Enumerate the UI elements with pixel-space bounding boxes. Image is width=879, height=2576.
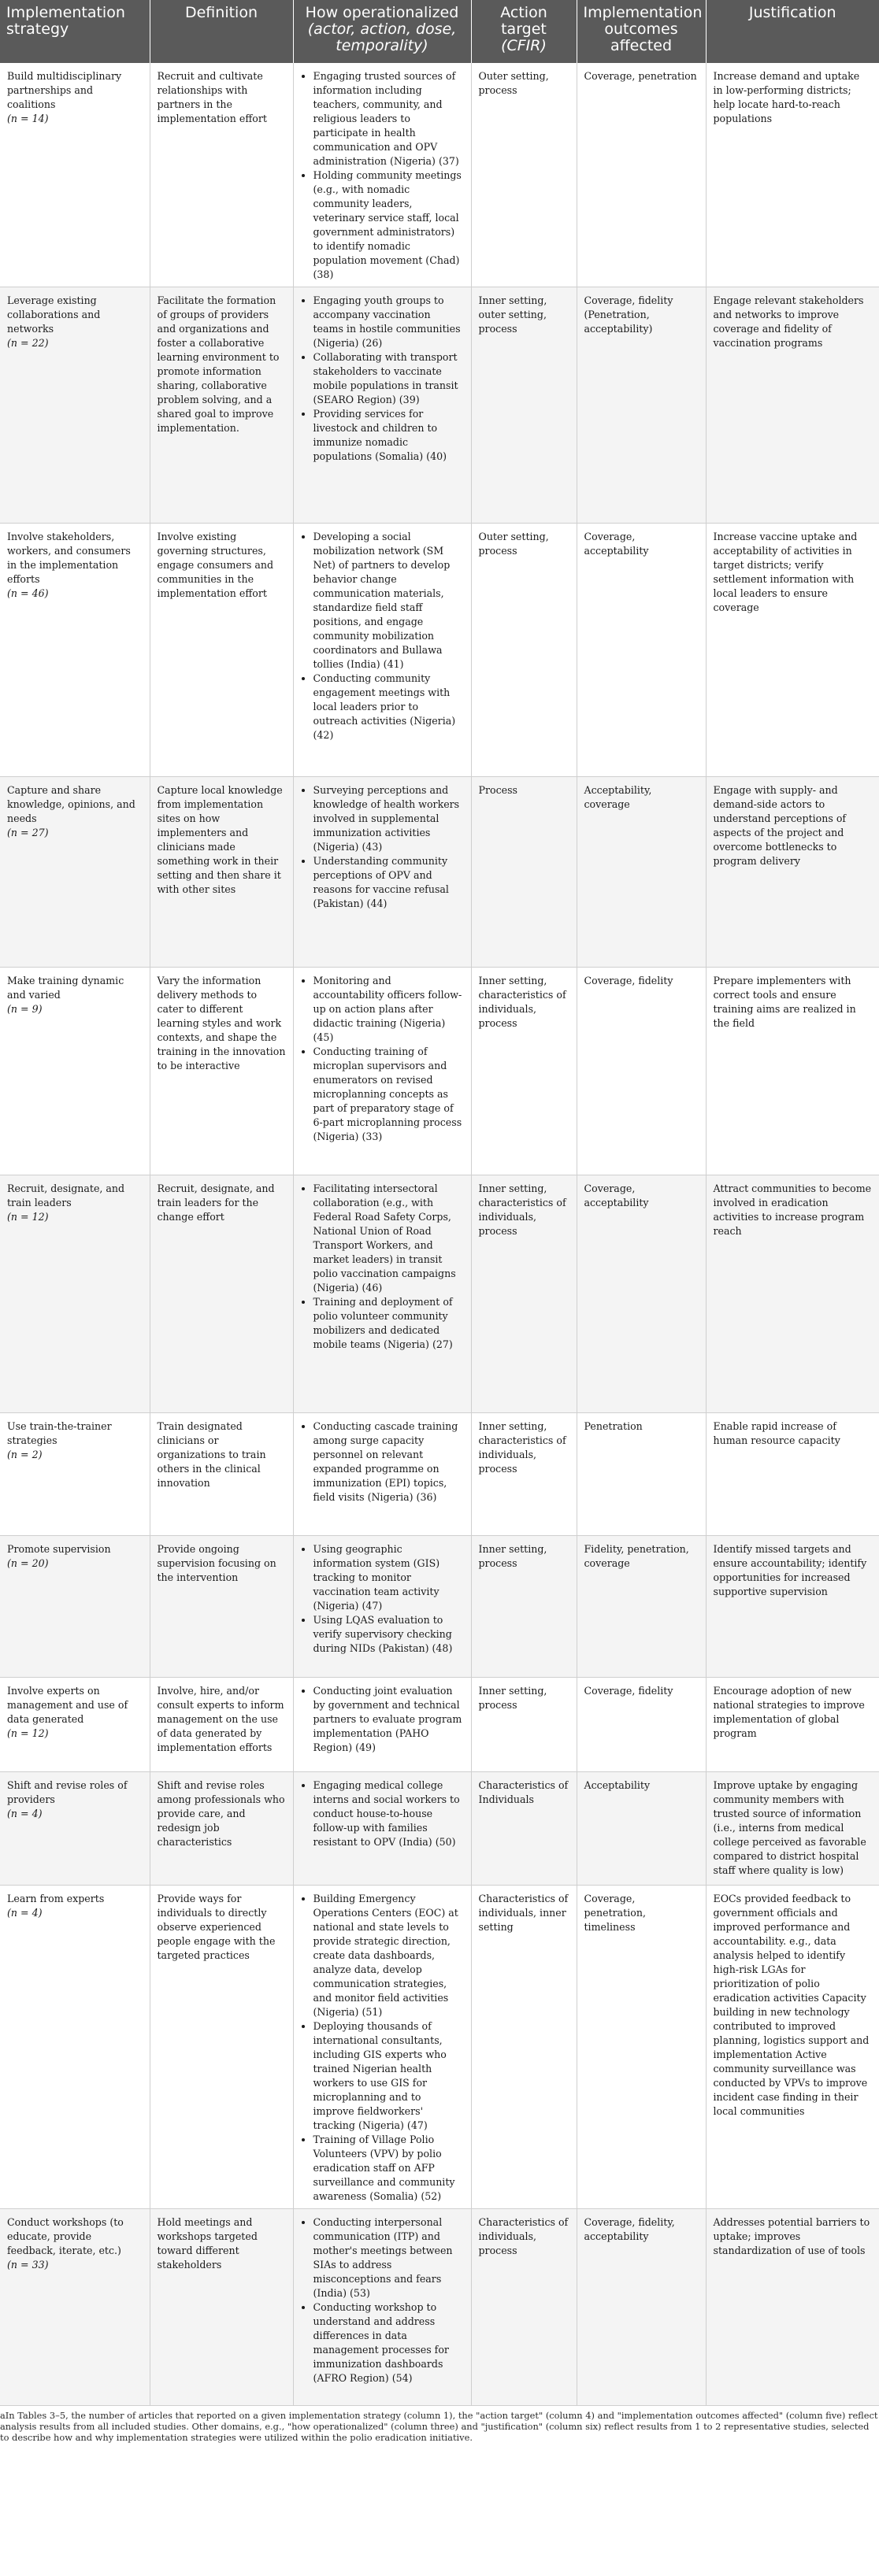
outcomes-cell: Coverage, fidelity — [577, 968, 706, 1175]
definition-cell: Capture local knowledge from implementation sites on how implementers and clinicians made something work in their setting and then share it with other sites — [150, 777, 293, 968]
operationalization-list — [301, 1684, 464, 1755]
operationalization-list — [301, 1778, 464, 1849]
definition-cell: Shift and revise roles among professionals who provide care, and redesign job characteristics — [150, 1772, 293, 1886]
operationalization-item: • Engaging medical college interns and social workers to conduct house-to-house follow-up with families resistant to OPV (India) (50) — [313, 1778, 464, 1849]
table-row — [0, 1536, 879, 1678]
action-target-cell: Inner setting, characteristics of individuals, process — [471, 1175, 577, 1413]
table-row — [0, 1886, 879, 2209]
how-operationalized-cell — [293, 968, 471, 1175]
strategy-name: Build multidisciplinary partnerships and coalitions — [7, 70, 122, 110]
operationalization-item: • Monitoring and accountability officers follow-up on action plans after didactic training (Nigeria) (45) — [313, 974, 464, 1045]
operationalization-item: • Deploying thousands of international consultants, including GIS experts who trained Nigerian health workers to use GIS for microplanning and to improve fieldworkers' tracking (Nigeria) (47) — [313, 2019, 464, 2133]
article-count: (n = 22) — [7, 337, 49, 349]
header-justification: Justification — [706, 0, 879, 63]
strategy-cell — [0, 1886, 150, 2209]
justification-cell: Increase vaccine uptake and acceptability of activities in target districts; verify settlement information with local leaders to ensure coverage — [706, 524, 879, 777]
definition-cell: Recruit and cultivate relationships with partners in the implementation effort — [150, 63, 293, 287]
action-target-cell: Outer setting, process — [471, 524, 577, 777]
how-operationalized-cell — [293, 1886, 471, 2209]
outcomes-cell: Coverage, penetration — [577, 63, 706, 287]
article-count: (n = 14) — [7, 113, 49, 124]
article-count: (n = 2) — [7, 1449, 43, 1460]
table-row — [0, 2209, 879, 2406]
header-action-target: Action target (CFIR) — [471, 0, 577, 63]
how-operationalized-cell — [293, 1413, 471, 1536]
how-operationalized-cell — [293, 63, 471, 287]
outcomes-cell: Penetration — [577, 1413, 706, 1536]
action-target-cell: Inner setting, characteristics of individuals, process — [471, 1413, 577, 1536]
definition-cell: Recruit, designate, and train leaders for the change effort — [150, 1175, 293, 1413]
outcomes-cell: Acceptability — [577, 1772, 706, 1886]
action-target-cell: Characteristics of individuals, inner setting — [471, 1886, 577, 2209]
operationalization-item: • Conducting joint evaluation by government and technical partners to evaluate program implementation (PAHO Region) (49) — [313, 1684, 464, 1755]
article-count: (n = 20) — [7, 1557, 49, 1569]
strategy-cell — [0, 1678, 150, 1772]
strategy-name: Involve stakeholders, workers, and consumers in the implementation efforts — [7, 531, 131, 585]
article-count: (n = 27) — [7, 827, 49, 838]
strategy-name: Capture and share knowledge, opinions, and needs — [7, 784, 135, 824]
definition-cell: Provide ways for individuals to directly observe experienced people engage with the targeted practices — [150, 1886, 293, 2209]
operationalization-item: • Collaborating with transport stakeholders to vaccinate mobile populations in transit (SEARO Region) (39) — [313, 350, 464, 407]
action-target-cell: Inner setting, process — [471, 1536, 577, 1678]
operationalization-item: • Using geographic information system (GIS) tracking to monitor vaccination team activity (Nigeria) (47) — [313, 1542, 464, 1613]
operationalization-list — [301, 783, 464, 911]
operationalization-item: • Engaging trusted sources of information including teachers, community, and religious leaders to participate in health communication and OPV administration (Nigeria) (37) — [313, 69, 464, 168]
operationalization-item: • Surveying perceptions and knowledge of health workers involved in supplemental immunization activities (Nigeria) (43) — [313, 783, 464, 854]
operationalization-list — [301, 974, 464, 1144]
definition-cell: Involve existing governing structures, engage consumers and communities in the implementation effort — [150, 524, 293, 777]
table-row — [0, 524, 879, 777]
operationalization-item: • Building Emergency Operations Centers (EOC) at national and state levels to provide strategic direction, create data dashboards, analyze data, develop communication strategies, and monitor field activities (Nigeria) (51) — [313, 1892, 464, 2019]
how-operationalized-cell — [293, 1175, 471, 1413]
outcomes-cell: Coverage, acceptability — [577, 524, 706, 777]
strategy-cell — [0, 524, 150, 777]
justification-cell: Increase demand and uptake in low-performing districts; help locate hard-to-reach populations — [706, 63, 879, 287]
operationalization-item: • Providing services for livestock and children to immunize nomadic populations (Somalia) (40) — [313, 407, 464, 464]
how-operationalized-cell — [293, 1772, 471, 1886]
operationalization-item: • Conducting cascade training among surge capacity personnel on relevant expanded programme on immunization (EPI) topics, field visits (Nigeria) (36) — [313, 1419, 464, 1505]
how-operationalized-cell — [293, 1536, 471, 1678]
operationalization-list — [301, 1419, 464, 1505]
action-target-cell: Outer setting, process — [471, 63, 577, 287]
article-count: (n = 9) — [7, 1003, 43, 1015]
header-definition: Definition — [150, 0, 293, 63]
outcomes-cell: Coverage, fidelity, acceptability — [577, 2209, 706, 2406]
table-row — [0, 63, 879, 287]
strategy-name: Learn from experts — [7, 1893, 105, 1904]
operationalization-item: • Holding community meetings (e.g., with nomadic community leaders, veterinary service staff, local government administrators) to identify nomadic population movement (Chad) (38) — [313, 168, 464, 282]
strategy-name: Conduct workshops (to educate, provide feedback, iterate, etc.) — [7, 2216, 124, 2256]
operationalization-list — [301, 1542, 464, 1656]
strategy-name: Leverage existing collaborations and networks — [7, 294, 101, 335]
definition-cell: Involve, hire, and/or consult experts to inform management on the use of data generated by implementation efforts — [150, 1678, 293, 1772]
table-row — [0, 287, 879, 524]
strategy-name: Shift and revise roles of providers — [7, 1779, 128, 1805]
operationalization-item: • Conducting training of microplan supervisors and enumerators on revised microplanning concepts as part of preparatory stage of 6-part microplanning process (Nigeria) (33) — [313, 1045, 464, 1144]
strategy-name: Involve experts on management and use of data generated — [7, 1685, 128, 1725]
justification-cell: Identify missed targets and ensure accountability; identify opportunities for increased supportive supervision — [706, 1536, 879, 1678]
strategy-cell — [0, 2209, 150, 2406]
how-operationalized-cell — [293, 524, 471, 777]
definition-cell: Facilitate the formation of groups of providers and organizations and foster a collaborative learning environment to promote information sharing, collaborative problem solving, and a shared goal to improve implementation. — [150, 287, 293, 524]
how-operationalized-cell — [293, 2209, 471, 2406]
strategy-cell — [0, 287, 150, 524]
action-target-cell: Characteristics of Individuals — [471, 1772, 577, 1886]
action-target-cell: Process — [471, 777, 577, 968]
action-target-cell: Characteristics of individuals, process — [471, 2209, 577, 2406]
definition-cell: Train designated clinicians or organizations to train others in the clinical innovation — [150, 1413, 293, 1536]
article-count: (n = 12) — [7, 1727, 49, 1739]
operationalization-list — [301, 1182, 464, 1352]
table-header — [0, 0, 879, 63]
definition-cell: Hold meetings and workshops targeted toward different stakeholders — [150, 2209, 293, 2406]
definition-cell: Vary the information delivery methods to cater to different learning styles and work contexts, and shape the training in the innovation to be interactive — [150, 968, 293, 1175]
table-body — [0, 63, 879, 2406]
header-how-operationalized: How operationalized (actor, action, dose, temporality) — [293, 0, 471, 63]
header-strategy: Implementation strategy — [0, 0, 150, 63]
action-target-cell: Inner setting, characteristics of individuals, process — [471, 968, 577, 1175]
outcomes-cell: Coverage, acceptability — [577, 1175, 706, 1413]
definition-cell: Provide ongoing supervision focusing on the intervention — [150, 1536, 293, 1678]
strategy-name: Promote supervision — [7, 1543, 111, 1555]
article-count: (n = 4) — [7, 1808, 43, 1819]
article-count: (n = 33) — [7, 2259, 49, 2271]
outcomes-cell: Acceptability, coverage — [577, 777, 706, 968]
how-operationalized-cell — [293, 777, 471, 968]
table-row — [0, 1772, 879, 1886]
operationalization-item: • Facilitating intersectoral collaboration (e.g., with Federal Road Safety Corps, National Union of Road Transport Workers, and market leaders) in transit polio vaccination campaigns (Nigeria) (46) — [313, 1182, 464, 1295]
operationalization-item: • Developing a social mobilization network (SM Net) of partners to develop behavior change communication materials, standardize field staff positions, and engage community mobilization coordinators and Bullawa tollies (India) (41) — [313, 530, 464, 672]
justification-cell: Attract communities to become involved in eradication activities to increase program reach — [706, 1175, 879, 1413]
table-row — [0, 777, 879, 968]
action-target-cell: Inner setting, outer setting, process — [471, 287, 577, 524]
operationalization-item: • Using LQAS evaluation to verify supervisory checking during NIDs (Pakistan) (48) — [313, 1613, 464, 1656]
justification-cell: Engage with supply- and demand-side actors to understand perceptions of aspects of the project and overcome bottlenecks to program delivery — [706, 777, 879, 968]
outcomes-cell: Coverage, fidelity (Penetration, acceptability) — [577, 287, 706, 524]
how-operationalized-cell — [293, 1678, 471, 1772]
strategy-cell — [0, 1772, 150, 1886]
strategy-name: Make training dynamic and varied — [7, 975, 124, 1001]
justification-cell: EOCs provided feedback to government officials and improved performance and accountability. e.g., data analysis helped to identify high-risk LGAs for prioritization of polio eradication activities Capacity building in new technology contributed to improved planning, logistics support and implementation Active community surveillance was conducted by VPVs to improve incident case finding in their local communities — [706, 1886, 879, 2209]
table-row — [0, 968, 879, 1175]
operationalization-list — [301, 530, 464, 742]
justification-cell: Prepare implementers with correct tools and ensure training aims are realized in the field — [706, 968, 879, 1175]
action-target-cell: Inner setting, process — [471, 1678, 577, 1772]
operationalization-list — [301, 2215, 464, 2385]
operationalization-list — [301, 1892, 464, 2204]
strategy-cell — [0, 1536, 150, 1678]
justification-cell: Engage relevant stakeholders and networks to improve coverage and fidelity of vaccination programs — [706, 287, 879, 524]
how-operationalized-cell — [293, 287, 471, 524]
article-count: (n = 46) — [7, 587, 49, 599]
strategy-cell — [0, 968, 150, 1175]
operationalization-item: • Conducting interpersonal communication (ITP) and mother's meetings between SIAs to address misconceptions and fears (India) (53) — [313, 2215, 464, 2300]
operationalization-item: • Training and deployment of polio volunteer community mobilizers and dedicated mobile teams (Nigeria) (27) — [313, 1295, 464, 1352]
operationalization-list — [301, 294, 464, 464]
outcomes-cell: Fidelity, penetration, coverage — [577, 1536, 706, 1678]
table-footnote: aIn Tables 3–5, the number of articles that reported on a given implementation strategy (column 1), the "action target" (column 4) and "implementation outcomes affected" (column five) reflect analysis results from all included studies. Other domains, e.g., "how operationalized" (column three) and "justification" (column six) reflect results from 1 to 2 representative studies, selected to describe how and why implementation strategies were utilized within the polio eradication initiative. — [0, 2410, 878, 2443]
justification-cell: Addresses potential barriers to uptake; improves standardization of use of tools — [706, 2209, 879, 2406]
table-row — [0, 1413, 879, 1536]
operationalization-item: • Conducting community engagement meetings with local leaders prior to outreach activities (Nigeria) (42) — [313, 672, 464, 742]
outcomes-cell: Coverage, fidelity — [577, 1678, 706, 1772]
table-row — [0, 1678, 879, 1772]
justification-cell: Improve uptake by engaging community members with trusted source of information (i.e., interns from medical college perceived as favorable compared to district hospital staff where quality is low) — [706, 1772, 879, 1886]
operationalization-item: • Training of Village Polio Volunteers (VPV) by polio eradication staff on AFP surveillance and community awareness (Somalia) (52) — [313, 2133, 464, 2204]
operationalization-item: • Engaging youth groups to accompany vaccination teams in hostile communities (Nigeria) (26) — [313, 294, 464, 350]
strategy-name: Use train-the-trainer strategies — [7, 1420, 112, 1446]
table-row — [0, 1175, 879, 1413]
strategy-cell — [0, 1175, 150, 1413]
strategy-name: Recruit, designate, and train leaders — [7, 1183, 125, 1208]
article-count: (n = 4) — [7, 1907, 43, 1919]
header-outcomes-affected: Implementation outcomes affected — [577, 0, 706, 63]
operationalization-item: • Conducting workshop to understand and address differences in data management processes for immunization dashboards (AFRO Region) (54) — [313, 2300, 464, 2385]
operationalization-list — [301, 69, 464, 282]
strategy-cell — [0, 777, 150, 968]
article-count: (n = 12) — [7, 1211, 49, 1223]
strategy-cell — [0, 63, 150, 287]
justification-cell: Enable rapid increase of human resource capacity — [706, 1413, 879, 1536]
outcomes-cell: Coverage, penetration, timeliness — [577, 1886, 706, 2209]
justification-cell: Encourage adoption of new national strategies to improve implementation of global program — [706, 1678, 879, 1772]
operationalization-item: • Understanding community perceptions of OPV and reasons for vaccine refusal (Pakistan) (44) — [313, 854, 464, 911]
strategy-cell — [0, 1413, 150, 1536]
